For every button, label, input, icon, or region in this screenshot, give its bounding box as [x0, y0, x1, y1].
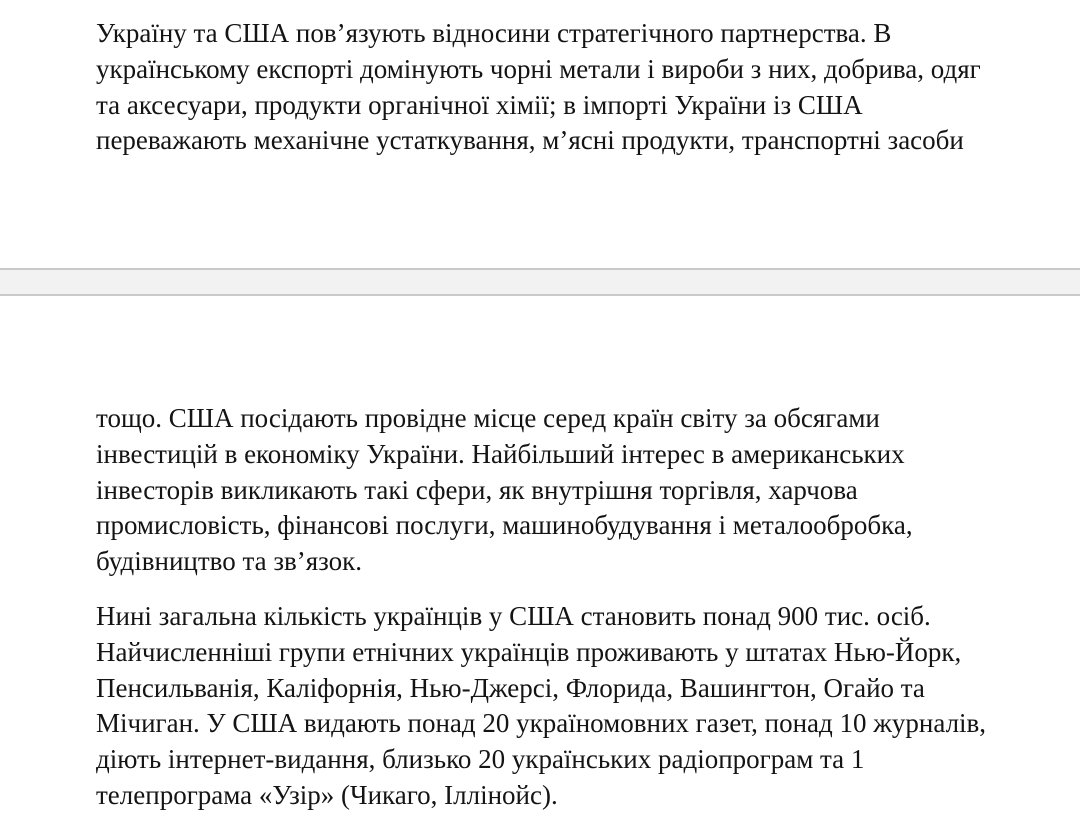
- text-line: тощо. США посідають провідне місце серед країн світу за обсягами: [96, 403, 880, 433]
- text-line: телепрограма «Узір» (Чикаго, Іллінойс).: [96, 779, 558, 810]
- document-page-top: [0, 0, 1080, 268]
- text-line: інвестицій в економіку України. Найбільший інтерес в американських: [96, 438, 905, 469]
- page-separator: [0, 268, 1080, 296]
- text-line: Пенсильванія, Каліфорнія, Нью-Джерсі, Флорида, Вашингтон, Огайо та: [96, 672, 925, 703]
- paragraph-ukrainian-diaspora: [96, 599, 1056, 814]
- document-page-bottom: [0, 296, 1080, 827]
- paragraph-investments: [96, 401, 1056, 580]
- text-line: інвесторів викликають такі сфери, як внутрішня торгівля, харчова: [96, 474, 858, 505]
- text-line: діють інтернет-видання, близько 20 українських радіопрограм та 1: [96, 744, 865, 775]
- text-line: Найчисленніші групи етнічних українців проживають у штатах Нью-Йорк,: [96, 636, 962, 667]
- paragraph-ukraine-usa-trade: [96, 16, 1056, 159]
- text-line: українському експорті домінують чорні метали і вироби з них, добрива, одяг: [96, 53, 981, 84]
- text-line: Україну та США пов’язують відносини стратегічного партнерства. В: [96, 18, 892, 48]
- text-line: Нині загальна кількість українців у США становить понад 900 тис. осіб.: [96, 601, 931, 631]
- text-line: будівництво та зв’язок.: [96, 546, 363, 577]
- text-line: та аксесуари, продукти органічної хімії; в імпорті України із США: [96, 89, 863, 120]
- text-line: промисловість, фінансові послуги, машинобудування і металообробка,: [96, 510, 913, 541]
- text-line: переважають механічне устаткування, м’ясні продукти, транспортні засоби: [96, 125, 964, 156]
- text-line: Мічиган. У США видають понад 20 україномовних газет, понад 10 журналів,: [96, 708, 987, 739]
